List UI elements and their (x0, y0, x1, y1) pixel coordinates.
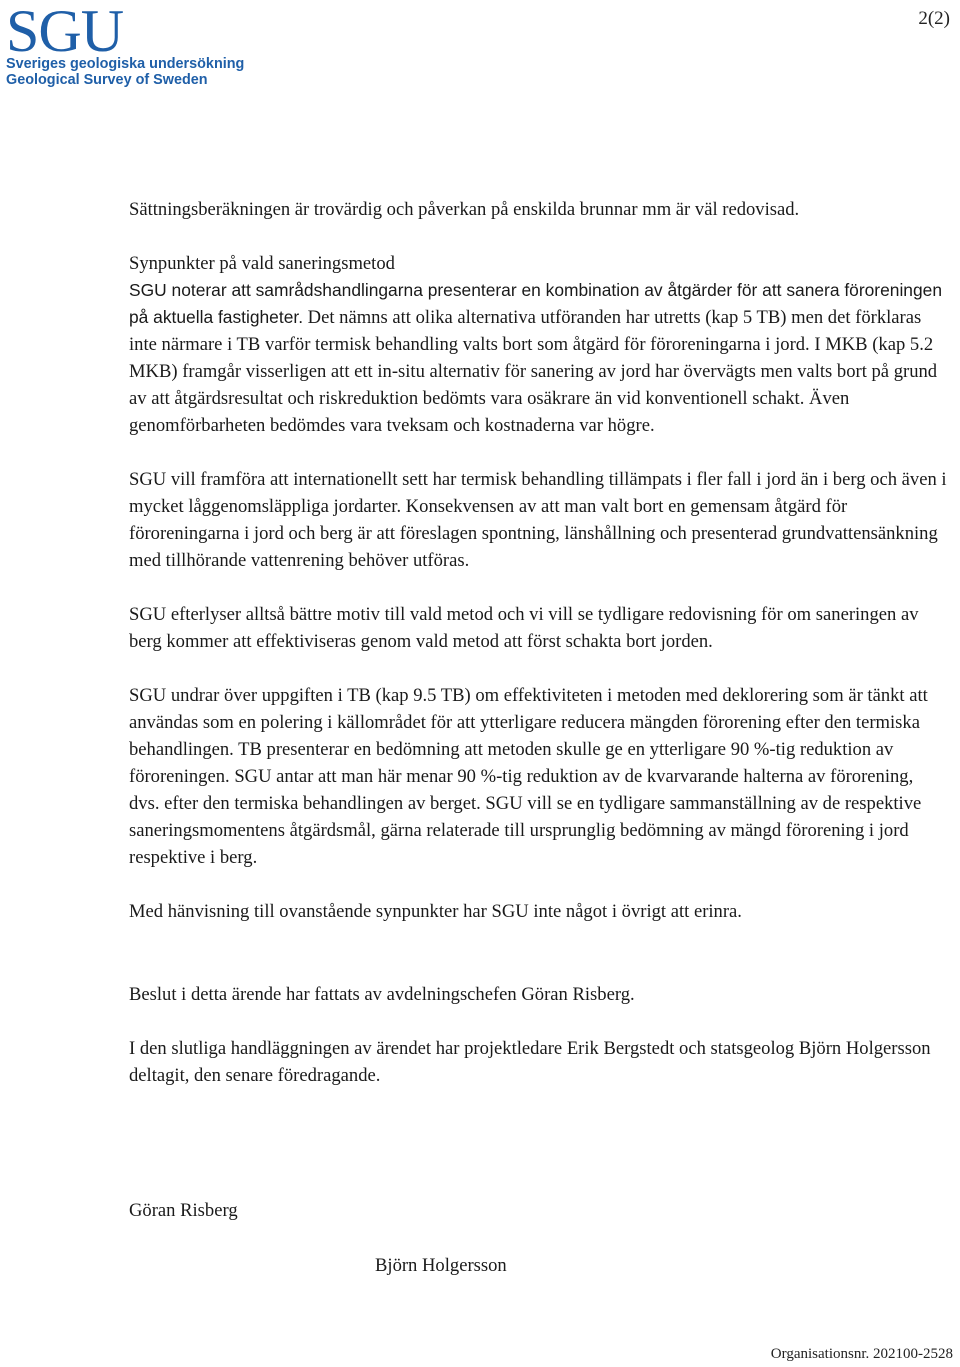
paragraph-decision: Beslut i detta ärende har fattats av avdelningschefen Göran Risberg. (129, 984, 635, 1005)
paragraph-settlement: Sättningsberäkningen är trovärdig och påverkan på enskilda brunnar mm är väl redovisad. (129, 199, 800, 220)
paragraph-method-intro: SGU noterar att samrådshandlingarna presenterar en kombination av åtgärder för att sanera föroreningen på aktuella fastigheter. (129, 280, 942, 327)
section-heading: Synpunkter på vald saneringsmetod (129, 253, 395, 274)
paragraph-motivation: SGU efterlyser alltså bättre motiv till vald metod och vi vill se tydligare redovisning för om saneringen av berg kommer att effektiviseras genom vald metod att först schakta bort jorden. (129, 604, 919, 652)
sgu-logo (6, 2, 246, 88)
logo-line-english: Geological Survey of Sweden (6, 72, 208, 88)
signature-second: Björn Holgersson (375, 1255, 507, 1276)
paragraph-method-rest: Det nämns att olika alternativa utföranden har utretts (kap 5 TB) men det förklaras inte närmare i TB varför termisk behandling valts bort som åtgärd för föroreningarna i jord. I MKB (kap 5.2 MKB) framgår visserligen att ett in-situ alternativ för sanering av jord har övervägts men valts bort på grund av att åtgärdsresultat och riskreduktion bedömts vara osäkrare än vid konventionell schakt. Även genomförbarheten bedömdes vara tveksam och kostnaderna var högre. (129, 307, 938, 436)
paragraph-method (129, 277, 947, 439)
paragraph-thermal: SGU vill framföra att internationellt sett har termisk behandling tillämpats i fler fall i jord än i berg och även i mycket låggenomsläppliga jordarter. Konsekvensen av att man valt bort en gemensam åtgärd för föroreningarna i jord och berg är att föreslagen spontning, länshållning och presenterad grundvattensänkning med tillhörande vattenrening behöver utföras. (129, 469, 947, 571)
paragraph-dechlorination: SGU undrar över uppgiften i TB (kap 9.5 TB) om effektiviteten i metoden med deklorering som är tänkt att användas som en polering i källområdet för att ytterligare reducera mängden förorening efter den termiska behandlingen. TB presenterar en bedömning att metoden skulle ge en ytterligare 90 %-tig reduktion av föroreningen. SGU antar att man här menar 90 %-tig reduktion av de kvarvarande halterna av förorening, dvs. efter den termiska behandlingen av berget. SGU vill se en tydligare sammanställning av de respektive saneringsmomentens åtgärdsmål, gärna relaterade till ursprunglig bedömning av mängd förorening i jord respektive i berg. (129, 685, 928, 868)
logo-mark: SGU (6, 0, 124, 64)
paragraph-conclusion: Med hänvisning till ovanstående synpunkter har SGU inte något i övrigt att erinra. (129, 901, 742, 922)
signature-first: Göran Risberg (129, 1200, 238, 1221)
paragraph-handling: I den slutliga handläggningen av ärendet har projektledare Erik Bergstedt och statsgeolog Björn Holgersson deltagit, den senare föredragande. (129, 1038, 931, 1086)
letter-body (129, 196, 947, 1089)
logo-line-swedish: Sveriges geologiska undersökning (6, 56, 245, 72)
page-number: 2(2) (918, 8, 950, 29)
organisation-number: Organisationsnr. 202100-2528 (770, 1346, 953, 1362)
